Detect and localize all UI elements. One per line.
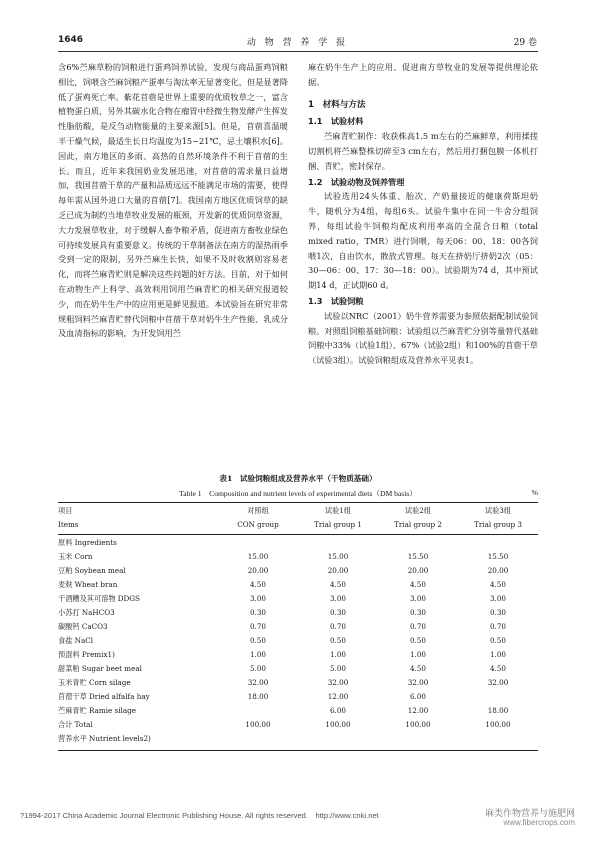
row-label: 干酒糟及其可溶物 DDGS (58, 594, 140, 603)
watermark-url: www.fibercrops.com (503, 818, 575, 827)
table-row (58, 552, 538, 566)
table-cell: 0.30 (249, 608, 266, 617)
table-cell: 3.00 (409, 594, 426, 603)
table-cell: 20.00 (487, 566, 509, 575)
header-cell: Trial group 1 (314, 520, 362, 529)
subsection-title-diets: 1.3 试验饲粮 (308, 295, 364, 306)
table-cell: 0.50 (489, 636, 506, 645)
header-cell: 对照组 (247, 506, 269, 515)
materials-paragraph: 苎麻青贮制作：收获株高1.5 m左右的苎麻鲜草，利用揉搓切割机将苎麻整株切碎至3 cm左右，然后用打捆包膜一体机打捆、青贮，密封保存。 (308, 131, 538, 171)
table-cell: 5.00 (249, 664, 266, 673)
table-cell: 0.50 (329, 636, 346, 645)
table-row (58, 720, 538, 734)
table-row (58, 664, 538, 678)
row-label: 营养水平 Nutrient levels2) (58, 734, 151, 743)
table-cell: 6.00 (409, 692, 426, 701)
table-unit: % (531, 488, 538, 497)
page-number: 1646 (58, 35, 84, 45)
page-footer (20, 808, 575, 827)
row-label: 苜蓿干草 Dried alfalfa hay (58, 692, 150, 701)
table-cell: 15.00 (327, 552, 349, 561)
table-cell: 4.50 (329, 580, 346, 589)
table-caption-en-text: Table 1 Composition and nutrient levels of experimental diets（DM basis） (179, 489, 417, 498)
table-top-rule (58, 502, 538, 503)
copyright-text: ?1994-2017 China Academic Journal Electronic Publishing House. All rights reserved. http://www.cnki.net (20, 811, 379, 820)
journal-title: 动 物 营 养 学 报 (246, 38, 349, 48)
header-cell: 试验1组 (324, 506, 352, 515)
table-row (58, 734, 538, 748)
header-cell: Items (58, 520, 79, 529)
table-header-cn (58, 506, 538, 520)
table-cell: 3.00 (489, 594, 506, 603)
table-cell: 32.00 (487, 678, 509, 687)
table-cell: 100.00 (245, 720, 271, 729)
row-label: 预混料 Premix1) (58, 650, 115, 659)
table-row (58, 636, 538, 650)
row-label: 玉米 Corn (58, 552, 93, 561)
table-row (58, 622, 538, 636)
subsection-title-materials: 1.1 试验材料 (308, 116, 364, 127)
table-cell: 15.00 (247, 552, 269, 561)
table-cell: 32.00 (327, 678, 349, 687)
header-cell: Trial group 2 (394, 520, 442, 529)
table-row (58, 580, 538, 594)
row-label: 甜菜粕 Sugar beet meal (58, 664, 142, 673)
volume-label: 29 卷 (513, 38, 537, 48)
intro-tail-paragraph: 麻在奶牛生产上的应用、促进南方草牧业的发展等提供理论依据。 (308, 62, 538, 87)
table-row (58, 608, 538, 622)
table-cell: 12.00 (407, 706, 429, 715)
watermark-text: 麻类作物营养与施肥网 (484, 808, 575, 818)
table-cell: 20.00 (327, 566, 349, 575)
table-cell: 6.00 (329, 706, 346, 715)
diets-paragraph: 试验以NRC（2001）奶牛营养需要为参照依据配制试验饲粮。对照组饲粮基础饲粮：试验组以苎麻青贮分别等量替代基础饲粮中33%（试验1组）、67%（试验2组）和100%的苜蓿干草（试验3组）。试验饲粮组成及营养水平见表1。 (308, 310, 538, 366)
table-cell: 0.50 (409, 636, 426, 645)
table-cell: 0.70 (329, 622, 346, 631)
table-caption-en (58, 488, 538, 499)
left-column (58, 60, 288, 341)
header-cell: 试验2组 (404, 506, 432, 515)
header-cell: 项目 (58, 506, 73, 515)
table-row (58, 706, 538, 720)
table-row (58, 678, 538, 692)
table-caption-cn: 表1 试验饲粮组成及营养水平（干物质基础） (219, 474, 377, 483)
row-label: 小苏打 NaHCO3 (58, 608, 115, 617)
table-cell: 3.00 (329, 594, 346, 603)
header-cell: Trial group 3 (474, 520, 522, 529)
table-cell: 1.00 (409, 650, 426, 659)
table-cell: 4.50 (489, 664, 506, 673)
row-label: 碳酸钙 CaCO3 (58, 622, 108, 631)
table-cell: 4.50 (409, 664, 426, 673)
table-cell: 0.30 (409, 608, 426, 617)
table-cell: 18.00 (247, 692, 269, 701)
table-cell: 100.00 (325, 720, 351, 729)
table-cell: 0.30 (489, 608, 506, 617)
table-row (58, 650, 538, 664)
table-cell: 4.50 (249, 580, 266, 589)
table-row (58, 538, 538, 552)
subsection-title-animals: 1.2 试验动物及饲养管理 (308, 176, 405, 187)
row-label: 苎麻青贮 Ramie silage (58, 706, 136, 715)
table-cell: 20.00 (247, 566, 269, 575)
body-paragraph: 含6%苎麻草粉的饲粮进行蛋鸡饲养试验，发现与商品蛋鸡饲粮相比，饲喂含苎麻饲粮产蛋率与淘汰率无显著变化，但是显著降低了蛋鸡死亡率。紫花苜蓿是世界上重要的优质牧草之一，富含植物蛋白质，另外其碳水化合物在瘤胃中经微生物发酵产生挥发性脂肪酸，是反刍动物能量的主要来源[5]。但是，苜蓿喜温暖半干燥气候，最适生长日均温度为15~21℃，忌土壤积水[6]。因此，南方地区的多雨、高热的自然环境条件不利于苜蓿的生长。而且，近年来我国奶业发展迅速，对苜蓿的需求量日益增加，我国苜蓿干草的产量和品质远远不能满足市场的需要，使得每年需从国外进口大量的苜蓿[7]。我国南方地区优质饲草的缺乏已成为制约当地草牧业发展的瓶颈，开发新的优质饲草资源，大力发展草牧业，对于缓解人畜争粮矛盾，促进南方畜牧业绿色可持续发展具有重要意义。传统的干草制备法在南方的湿热雨季受到一定的限制，另外苎麻生长快，如果不及时收割则容易老化，而将苎麻青贮则是解决这些问题的好方法。目前，对于如何在动物生产上科学、高效利用饲用苎麻青贮的相关研究报道较少，而在奶牛生产中的应用更是鲜见报道。本试验旨在研究非常规粗饲料苎麻青贮替代饲粮中苜蓿干草对奶牛生产性能、乳成分及血清指标的影响，为开发饲用苎 (58, 62, 288, 339)
table-cell: 1.00 (249, 650, 266, 659)
header-rule (58, 51, 538, 52)
row-label: 原料 Ingredients (58, 538, 117, 547)
table-cell: 100.00 (485, 720, 511, 729)
section-title: 1 材料与方法 (308, 99, 366, 110)
animals-paragraph: 试验选用24头体重、胎次、产奶量接近的健康荷斯坦奶牛，随机分为4组，每组6头。试验牛集中在同一牛舍分组饲养，每组试验牛饲粮均配成利用率高的全混合日粮（total mixed ratio，TMR）进行饲喂，每天06：00、18：00各饲喂1次，自由饮水，散放式管理。每天在挤奶厅挤奶2次（05：30—06：00、17：30—18：00）。试验期为74 d，其中预试期14 d，正试期60 d。 (308, 191, 538, 291)
table-cell: 32.00 (247, 678, 269, 687)
header-cell: 试验3组 (484, 506, 512, 515)
table-cell: 1.00 (329, 650, 346, 659)
table-cell: 20.00 (407, 566, 429, 575)
table-cell: 4.50 (409, 580, 426, 589)
table-row (58, 566, 538, 580)
table-cell: 3.00 (249, 594, 266, 603)
row-label: 合计 Total (58, 720, 93, 729)
row-label: 麦麸 Wheat bran (58, 580, 118, 589)
row-label: 玉米青贮 Corn silage (58, 678, 131, 687)
table-cell: 15.50 (487, 552, 509, 561)
table-cell: 0.50 (249, 636, 266, 645)
table-cell: 32.00 (407, 678, 429, 687)
table-cell: 0.70 (409, 622, 426, 631)
table-cell: 18.00 (487, 706, 509, 715)
row-label: 食盐 NaCl (58, 636, 94, 645)
table-cell: 100.00 (405, 720, 431, 729)
table-cell: 15.50 (407, 552, 429, 561)
table-cell: 4.50 (489, 580, 506, 589)
table-row (58, 594, 538, 608)
row-label: 豆粕 Soybean meal (58, 566, 126, 575)
table-header-en (58, 520, 538, 534)
table-cell: 12.00 (327, 692, 349, 701)
table-header-rule (58, 534, 538, 535)
table-bottom-rule (58, 750, 538, 751)
table-cell: 0.70 (489, 622, 506, 631)
table-cell: 0.70 (249, 622, 266, 631)
page-header (58, 33, 537, 49)
table-cell: 1.00 (489, 650, 506, 659)
right-column (308, 60, 538, 368)
table-cell: 5.00 (329, 664, 346, 673)
header-cell: CON group (237, 520, 279, 529)
table-row (58, 692, 538, 706)
table-cell: 0.30 (329, 608, 346, 617)
